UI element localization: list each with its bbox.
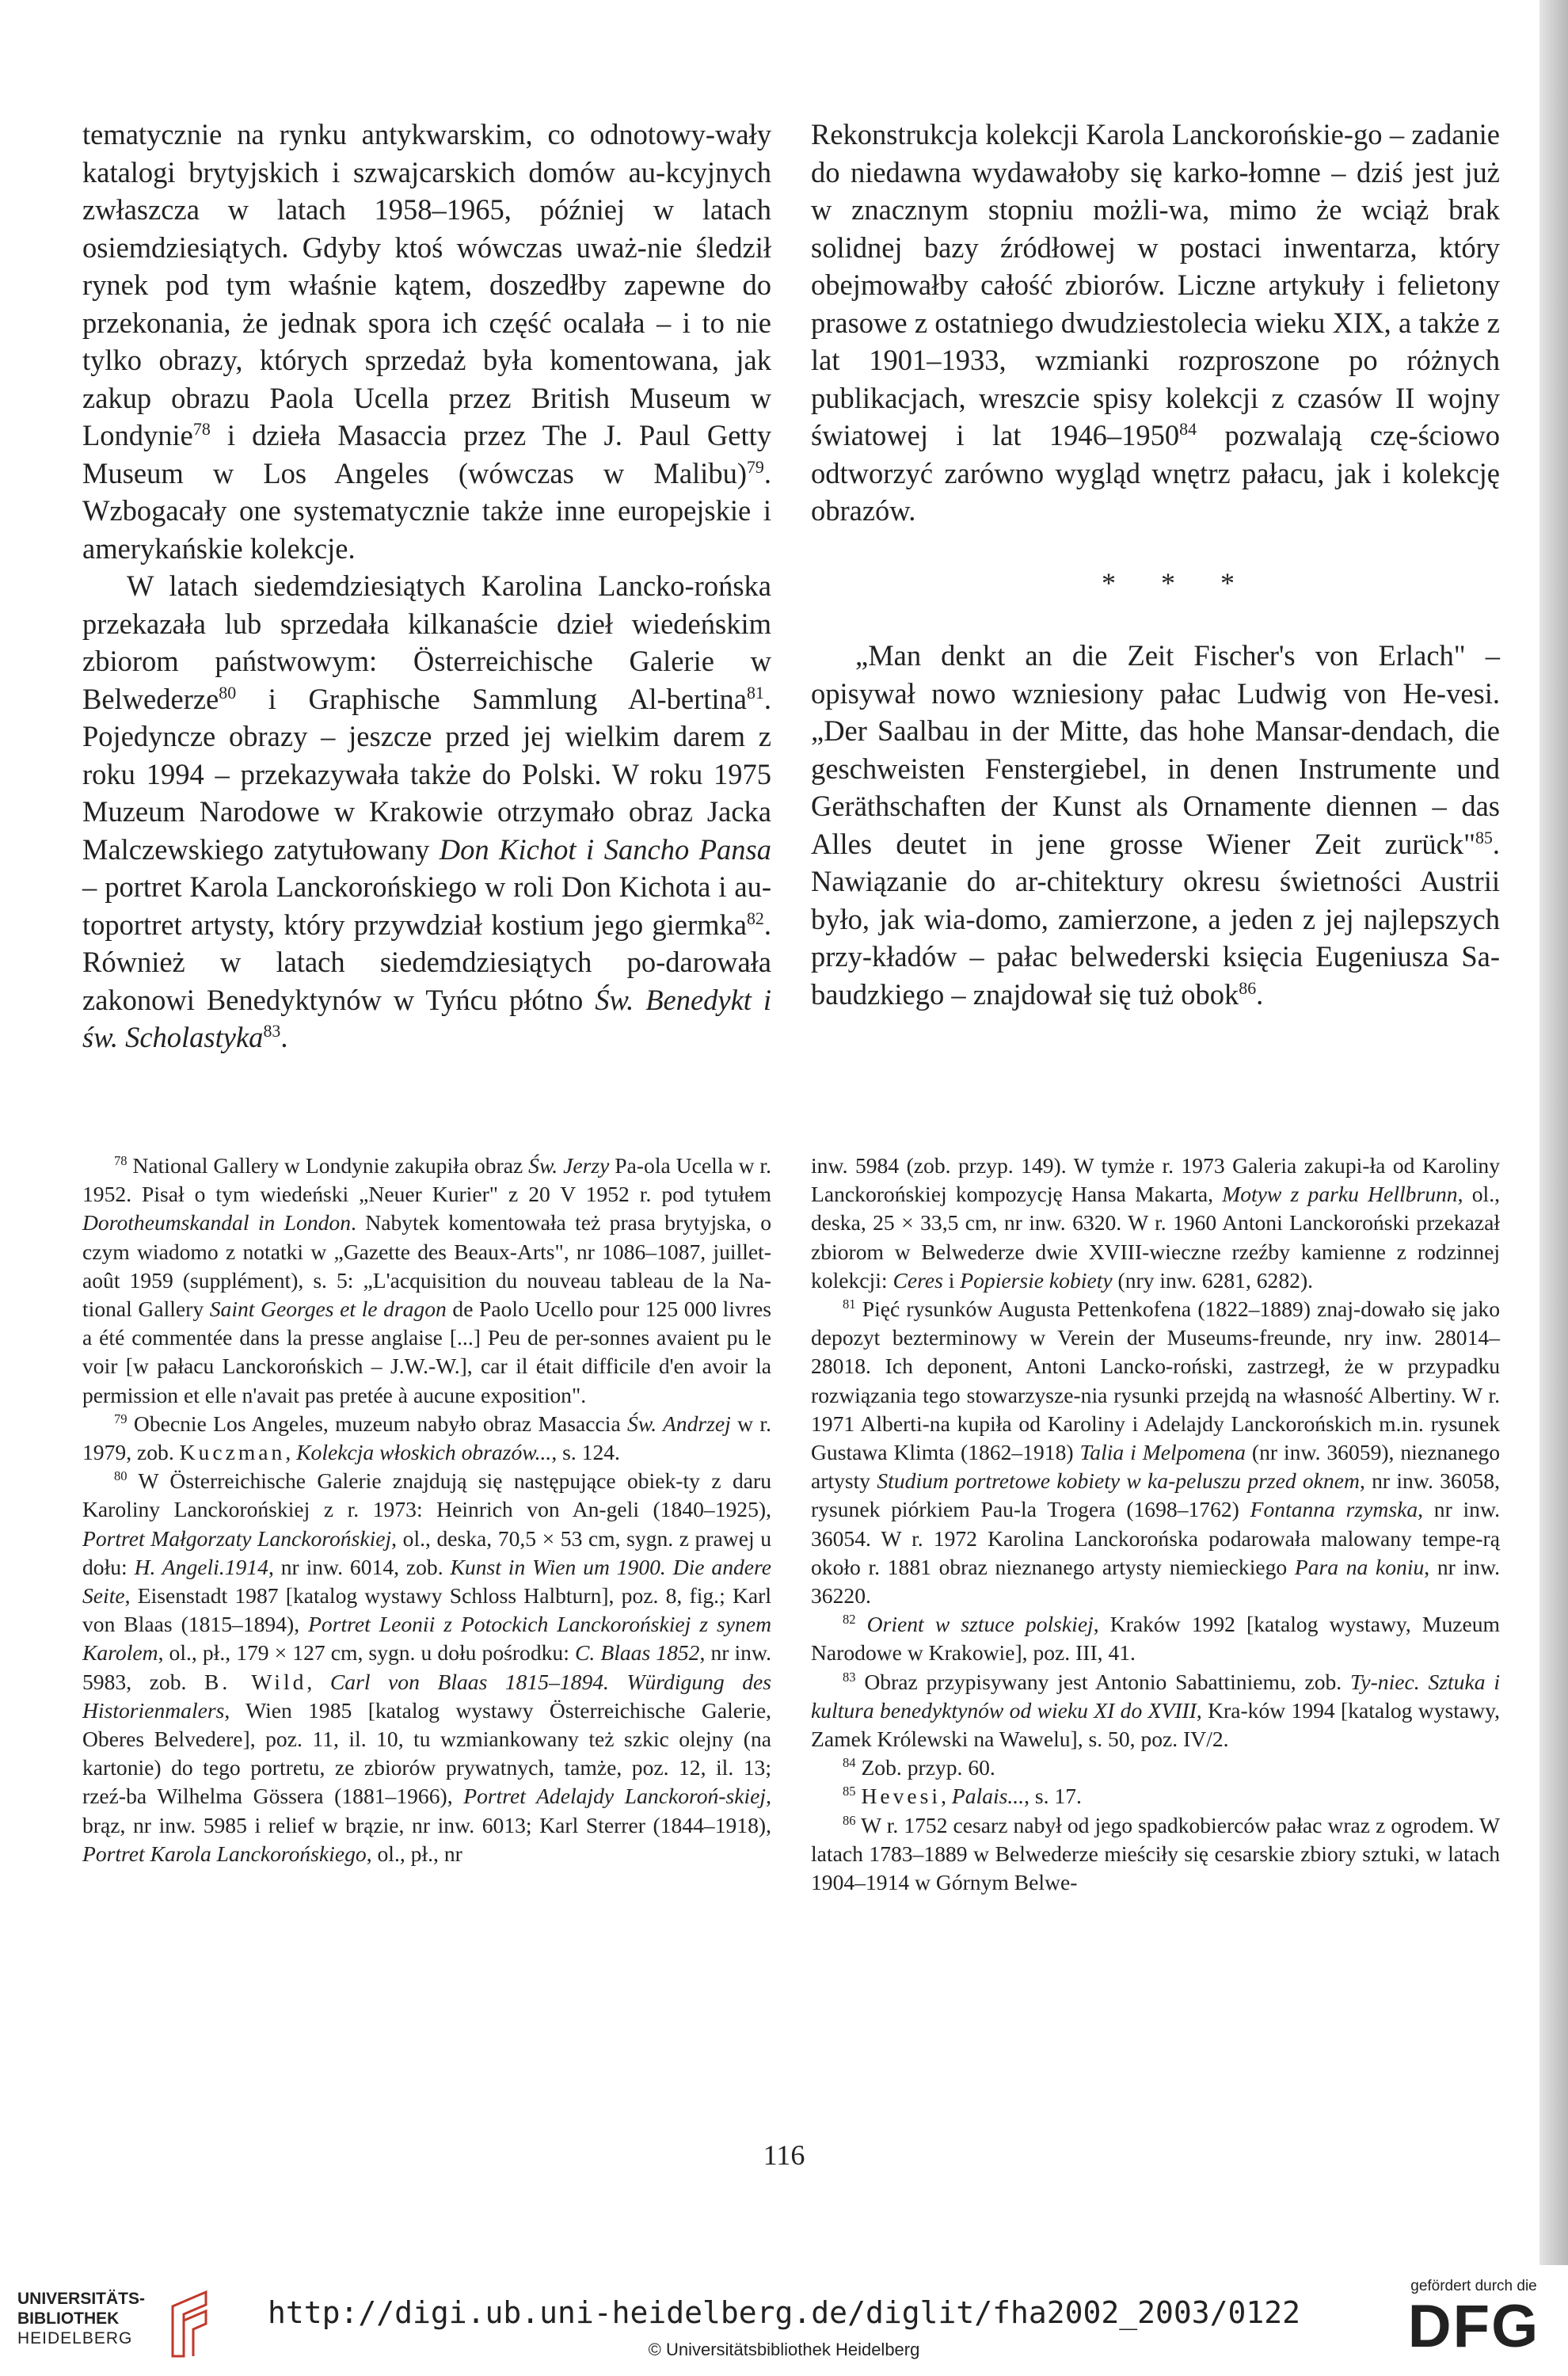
paragraph: Rekonstrukcja kolekcji Karola Lanckorońskie-go – zadanie do niedawna wydawałoby się karko-łomne – dziś jest już w znacznym stopniu możli-wa, mimo że wciąż brak solidnej bazy źródłowej w postaci inwentarza, który obejmowałby całość zbiorów. Liczne artykuły i felietony prasowe z ostatniego dwudziestolecia wieku XIX, a także z lat 1901–1933, wzmianki rozproszone po różnych publikacjach, wreszcie spisy kolekcji z czasów II wojny światowej i lat 1946–1950$^{84}$ pozwalają czę-ściowo odtworzyć zarówno wygląd wnętrz pałacu, jak i kolekcję obrazów. xyxy=(811,118,1501,527)
footnote-81: $^{81}$ Pięć rysunków Augusta Pettenkofena (1822–1889) znaj-dowało się jako depozyt bezterminowy w Verein der Museums-freunde, nry inw. 28014–28018. Ich deponent, Antoni Lancko-roński, zastrzegł, że w przypadku rozwiązania tego stowarzysze-nia rysunki przejdą na własność Albertiny. W r. 1971 Alberti-na kupiła od Karoliny i Adelajdy Lanckorońskich m.in. rysunek Gustawa Klimta (1862–1918) Talia i Melpomena (nr inw. 36059), nieznanego artysty Studium portretowe kobiety w ka-peluszu przed oknem, nr inw. 36058, rysunek piórkiem Pau-la Trogera (1698–1762) Fontanna rzymska, nr inw. 36054. W r. 1972 Karolina Lanckorońska podarowała malowany tempe-rą około r. 1881 obraz nieznanego artysty niemieckiego Para na koniu, nr inw. 36220. xyxy=(811,1296,1501,1609)
page-edge-shadow xyxy=(1539,0,1568,2265)
footnote-83: $^{83}$ Obraz przypisywany jest Antonio Sabattiniemu, zob. Ty-niec. Sztuka i kultura benedyktynów od wieku XI do XVIII, Kra-ków 1994 [katalog wystawy, Zamek Królewski na Wawelu], s. 50, poz. IV/2. xyxy=(811,1669,1501,1752)
page-number: 116 xyxy=(763,2139,805,2171)
copyright-notice: © Universitätsbibliothek Heidelberg xyxy=(648,2340,920,2359)
left-column-text xyxy=(82,116,771,1057)
footnote-80: $^{80}$ W Österreichische Galerie znajdują się następujące obiek-ty z daru Karoliny Lanckorońskiej z r. 1973: Heinrich von An-geli (1840–1925), Portret Małgorzaty Lanckorońskiej, ol., deska, 70,5 × 53 cm, sygn. z prawej u dołu: H. Angeli.1914, nr inw. 6014, zob. Kunst in Wien um 1900. Die andere Seite, Eisenstadt 1987 [katalog wystawy Schloss Halbturn], poz. 8, fig.; Karl von Blaas (1815–1894), Portret Leonii z Potockich Lanckorońskiej z synem Karolem, ol., pł., 179 × 127 cm, sygn. u dołu pośrodku: C. Blaas 1852, nr inw. 5983, zob. B. Wild, Carl von Blaas 1815–1894. Würdigung des Historienmalers, Wien 1985 [katalog wystawy Österreichische Galerie, Oberes Belvedere], poz. 11, il. 10, tu wzmiankowany też szkic olejny (na kartonie) do tego portretu, ze zbiorów prywatnych, tamże, poz. 12, il. 13; rzeź-ba Wilhelma Gössera (1881–1966), Portret Adelajdy Lanckoroń-skiej, brąz, nr inw. 5985 i relief w brązie, nr inw. 6013; Karl Sterrer (1844–1918), Portret Karola Lanckorońskiego, ol., pł., nr xyxy=(82,1468,772,1866)
right-column-text xyxy=(811,116,1500,1013)
paragraph: „Man denkt an die Zeit Fischer's von Erlach" – opisywał nowo wzniesiony pałac Ludwig von He-vesi. „Der Saalbau in der Mitte, das hohe Mansar-dendach, die geschweisten Fenstergiebel, in denen Instrumente und Geräthschaften der Kunst als Ornamente diennen – das Alles deutet in jene grosse Wiener Zeit zurück"$^{85}$. Nawiązanie do ar-chitektury okresu świetności Austrii było, jak wia-domo, zamierzone, a jeden z jej najlepszych przy-kładów – pałac belwederski księcia Eugeniusza Sa-baudzkiego – znajdował się tuż obok$^{86}$. xyxy=(811,639,1500,1011)
dfg-sponsor-logo[interactable] xyxy=(1399,2278,1549,2359)
footnote-80-continued: inw. 5984 (zob. przyp. 149). W tymże r. 1973 Galeria zakupi-ła od Karoliny Lanckorońskiej kompozycję Hansa Makarta, Motyw z parku Hellbrunn, ol., deska, 25 × 33,5 cm, nr inw. 6320. W r. 1960 Antoni Lanckoroński przekazał zbiorom w Belwederze dwie XVIII-wieczne rzeźby kamienne z rodzinnej kolekcji: Ceres i Popiersie kobiety (nry inw. 6281, 6282). xyxy=(811,1153,1500,1293)
paragraph: W latach siedemdziesiątych Karolina Lancko-rońska przekazała lub sprzedała kilkanaście dzieł wiedeńskim zbiorom państwowym: Österreichische Galerie w Belwederze$^{80}$ i Graphische Sammlung Al-bertina$^{81}$. Pojedyncze obrazy – jeszcze przed jej wielkim darem z roku 1994 – przekazywała także do Polski. W roku 1975 Muzeum Narodowe w Krakowie otrzymało obraz Jacka Malczewskiego zatytułowany Don Kichot i Sancho Pansa – portret Karola Lanckorońskiego w roli Don Kichota i au-toportret artysty, który przywdział kostium jego giermka$^{82}$. Również w latach siedemdziesiątych po-darowała zakonowi Benedyktynów w Tyńcu płótno Św. Benedykt i św. Scholastyka$^{83}$. xyxy=(82,569,772,1053)
footnote-79: $^{79}$ Obecnie Los Angeles, muzeum nabyło obraz Masaccia Św. Andrzej w r. 1979, zob. Kuczman, Kolekcja włoskich obrazów..., s. 124. xyxy=(82,1411,771,1465)
footnote-85: $^{85}$ Hevesi, Palais..., s. 17. xyxy=(843,1784,1082,1809)
right-footnotes xyxy=(811,1152,1500,1897)
viewer-footer xyxy=(0,2265,1568,2376)
footnote-78: $^{78}$ National Gallery w Londynie zakupiła obraz Św. Jerzy Pa-ola Ucella w r. 1952. Pisał o tym wiedeński „Neuer Kurier" z 20 V 1952 r. pod tytułem Dorotheumskandal in London. Nabytek komentowała też prasa brytyjska, o czym wiadomo z notatki w „Gazette des Beaux-Arts", nr 1086–1087, juillet-août 1959 (supplément), s. 5: „L'acquisition du nouveau tableau de la Na-tional Gallery Saint Georges et le dragon de Paolo Ucello pour 125 000 livres a été commentée dans la presse anglaise [...] Peu de per-sonnes avaient pu le voir [w pałacu Lanckorońskich – J.W.-W.], car il était difficile d'en avoir la permission et elle n'avait pas pretée à aucune exposition". xyxy=(82,1152,771,1407)
footnote-86: $^{86}$ W r. 1752 cesarz nabył od jego spadkobierców pałac wraz z ogrodem. W latach 1783–1889 w Belwederze mieściły się cesarskie zbiory sztuki, w latach 1904–1914 w Górnym Belwe- xyxy=(811,1812,1500,1895)
paragraph: tematycznie na rynku antykwarskim, co odnotowy-wały katalogi brytyjskich i szwajcarskich domów au-kcyjnych zwłaszcza w latach 1958–1965, później w latach osiemdziesiątych. Gdyby ktoś wówczas uważ-nie śledził rynek pod tym właśnie kątem, doszedłby zapewne do przekonania, że jednak spora ich część ocalała – i to nie tylko obrazy, których sprzedaż była komentowana, jak zakup obrazu Paola Ucella przez British Museum w Londynie$^{78}$ i dzieła Masaccia przez The J. Paul Getty Museum w Los Angeles (wówczas w Malibu)$^{79}$. Wzbogacały one systematycznie także inne europejskie i amerykańskie kolekcje. xyxy=(82,118,771,565)
library-name-line2: BIBLIOTHEK xyxy=(17,2309,120,2328)
section-separator: * * * xyxy=(1102,566,1254,599)
footnote-82: $^{82}$ Orient w sztuce polskiej, Kraków 1992 [katalog wystawy, Muzeum Narodowe w Krakowie], poz. III, 41. xyxy=(811,1612,1500,1666)
left-footnotes xyxy=(82,1152,771,1868)
library-name-line1: UNIVERSITÄTS- xyxy=(17,2290,146,2308)
sponsor-caption: gefördert durch die xyxy=(1410,2278,1537,2294)
library-name-line3: HEIDELBERG xyxy=(17,2329,133,2347)
footnote-84: $^{84}$ Zob. przyp. 60. xyxy=(843,1755,995,1780)
dfg-logo-icon: DFG xyxy=(1407,2293,1540,2360)
document-url[interactable]: http://digi.ub.uni-heidelberg.de/diglit/fha2002_2003/0122 xyxy=(267,2295,1301,2330)
